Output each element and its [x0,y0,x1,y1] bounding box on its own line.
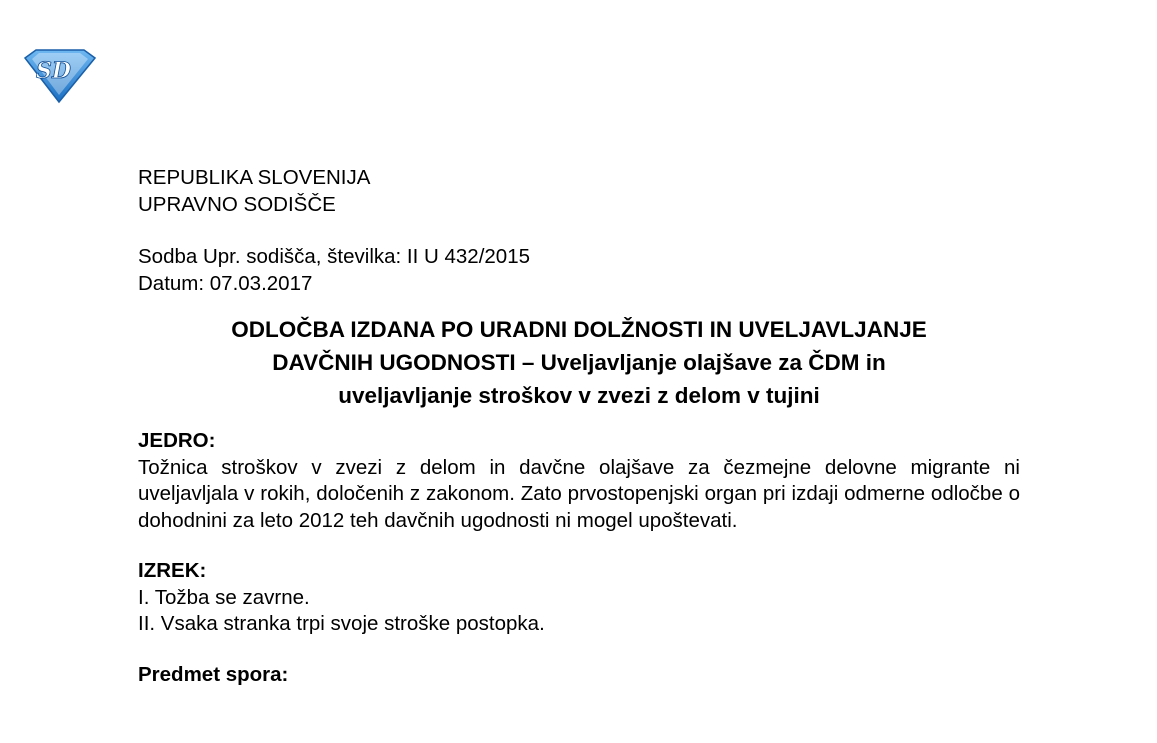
jedro-text: Tožnica stroškov v zvezi z delom in davčne olajšave za čezmejne delovne migrante ni uveljavljala v rokih, določenih z zakonom. Zato prvostopenjski organ pri izdaji odmerne odločbe o dohodnini za leto 2012 teh davčnih ugodnosti ni mogel upoštevati. [138,455,1020,532]
predmet-heading: Predmet spora: [138,662,289,686]
document-body [138,165,1020,688]
document-title [138,313,1020,412]
country-name: REPUBLIKA SLOVENIJA [138,166,371,189]
spacer [138,412,1020,428]
svg-text:SD: SD [36,58,71,84]
spacer [138,638,1020,662]
izrek-item-1: I. Tožba se zavrne. [138,585,310,609]
spacer [138,218,1020,244]
case-date: Datum: 07.03.2017 [138,271,313,295]
spacer [138,534,1020,558]
jedro-heading: JEDRO: [138,429,216,452]
spacer [138,297,1020,313]
case-reference: Sodba Upr. sodišča, številka: II U 432/2015 [138,245,531,268]
izrek-item-2: II. Vsaka stranka trpi svoje stroške postopka. [138,612,545,635]
title-line-2: DAVČNIH UGODNOSTI – Uveljavljanje olajšave za ČDM in [272,350,886,375]
izrek-heading: IZREK: [138,559,207,582]
title-line-3: uveljavljanje stroškov v zvezi z delom v tujini [338,383,820,408]
court-logo-icon [22,48,96,104]
title-line-1: ODLOČBA IZDANA PO URADNI DOLŽNOSTI IN UVELJAVLJANJE [231,317,927,342]
court-name: UPRAVNO SODIŠČE [138,192,336,216]
